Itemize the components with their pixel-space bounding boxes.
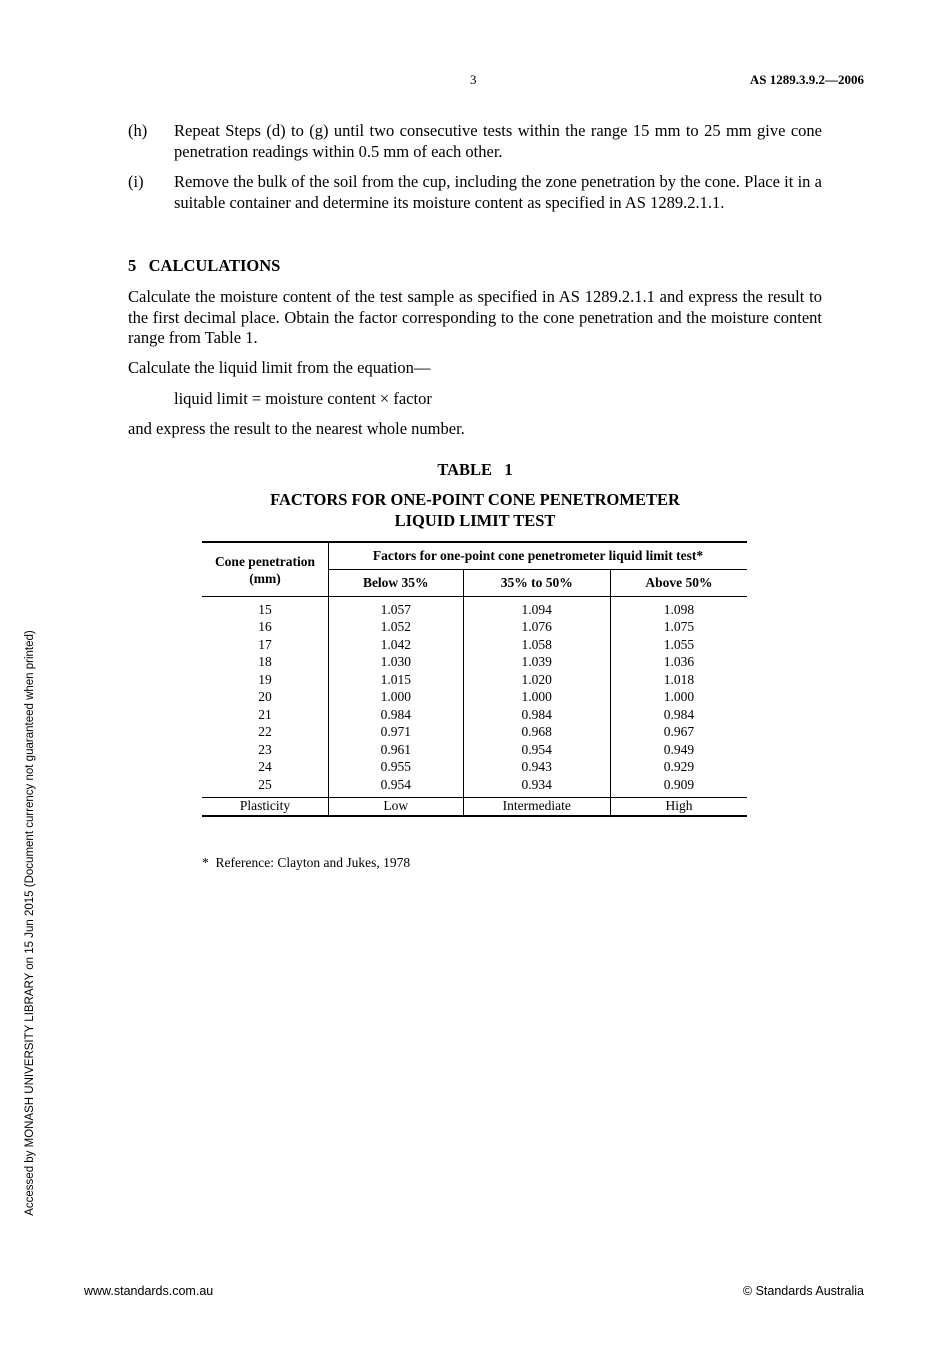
factor-cell: 0.961 — [329, 741, 464, 759]
table-row — [202, 741, 747, 759]
penetration-cell: 24 — [258, 759, 272, 775]
table-row — [202, 706, 747, 724]
table-row — [202, 776, 747, 797]
factor-cell: 0.984 — [329, 706, 464, 724]
factor-cell: 0.968 — [463, 724, 610, 742]
factor-cell: 0.943 — [463, 759, 610, 777]
sub-header-35-to-50: 35% to 50% — [463, 570, 610, 597]
factor-cell: 0.984 — [610, 706, 747, 724]
factors-table — [202, 541, 747, 817]
factor-cell: 1.018 — [610, 671, 747, 689]
group-header: Factors for one-point cone penetrometer liquid limit test* — [329, 542, 748, 570]
factor-cell: 1.055 — [610, 636, 747, 654]
factor-cell: 1.052 — [329, 619, 464, 637]
penetration-cell: 21 — [258, 706, 272, 722]
factor-cell: 1.000 — [463, 689, 610, 707]
penetration-cell: 18 — [258, 654, 272, 670]
factor-cell: 1.000 — [329, 689, 464, 707]
factor-cell: 0.949 — [610, 741, 747, 759]
factor-cell: 1.042 — [329, 636, 464, 654]
factor-cell: 0.909 — [610, 776, 747, 797]
penetration-cell: 22 — [258, 724, 272, 740]
copyright-notice: © Standards Australia — [742, 1284, 864, 1298]
factor-cell: 1.098 — [610, 597, 747, 619]
factor-cell: 1.057 — [329, 597, 464, 619]
factor-cell: 1.075 — [610, 619, 747, 637]
equation: liquid limit = moisture content × factor — [174, 389, 432, 408]
factor-cell: 0.955 — [329, 759, 464, 777]
access-notice: Accessed by MONASH UNIVERSITY LIBRARY on 15 Jun 2015 (Document currency not guaranteed when printed) — [24, 630, 36, 1216]
website-link[interactable]: www.standards.com.au — [84, 1284, 214, 1298]
col0-header-line2: (mm) — [249, 570, 281, 586]
plasticity-row — [202, 797, 747, 816]
factor-cell: 1.058 — [463, 636, 610, 654]
factor-cell: 1.020 — [463, 671, 610, 689]
factor-cell: 1.036 — [610, 654, 747, 672]
step-text: Remove the bulk of the soil from the cup, including the zone penetration by the cone. Place it in a suitable container and determine its moisture content as specified in AS 1289.2.1.1. — [174, 172, 822, 212]
factor-cell: 1.094 — [463, 597, 610, 619]
table-row — [202, 759, 747, 777]
factor-cell: 1.039 — [463, 654, 610, 672]
penetration-cell: 16 — [258, 619, 272, 635]
plasticity-intermediate: Intermediate — [463, 797, 610, 816]
table-row — [202, 636, 747, 654]
factor-cell: 0.934 — [463, 776, 610, 797]
penetration-cell: 17 — [258, 636, 272, 652]
factor-cell: 0.954 — [329, 776, 464, 797]
factor-cell: 0.967 — [610, 724, 747, 742]
cone-penetration-header — [202, 542, 329, 597]
penetration-cell: 23 — [258, 741, 272, 757]
plasticity-high: High — [610, 797, 747, 816]
penetration-cell: 25 — [258, 776, 272, 792]
sub-header-below-35: Below 35% — [329, 570, 464, 597]
step-i — [128, 172, 822, 213]
step-text: Repeat Steps (d) to (g) until two consecutive tests within the range 15 mm to 25 mm give cone penetration readings within 0.5 mm of each other. — [174, 121, 822, 161]
table-body — [202, 597, 747, 817]
factor-cell: 0.984 — [463, 706, 610, 724]
step-label: (h) — [128, 121, 148, 140]
table-row — [202, 597, 747, 619]
table-row — [202, 619, 747, 637]
penetration-cell: 19 — [258, 671, 272, 687]
section-title: 5 CALCULATIONS — [128, 256, 281, 275]
table-title-line-2: LIQUID LIMIT TEST — [394, 511, 556, 530]
standard-code: AS 1289.3.9.2—2006 — [749, 72, 864, 87]
calc-paragraph-3: and express the result to the nearest whole number. — [128, 419, 465, 438]
step-label: (i) — [128, 172, 144, 191]
table-label: TABLE 1 — [437, 460, 513, 479]
table-title-line-1: FACTORS FOR ONE-POINT CONE PENETROMETER — [270, 490, 680, 509]
col0-header-line1: Cone penetration — [214, 553, 316, 569]
plasticity-low: Low — [329, 797, 464, 816]
calc-paragraph-1: Calculate the moisture content of the test sample as specified in AS 1289.2.1.1 and express the result to the first decimal place. Obtain the factor corresponding to the cone penetration and the moisture content range from Table 1. — [128, 287, 822, 347]
penetration-cell: 20 — [258, 689, 272, 705]
factor-cell: 1.015 — [329, 671, 464, 689]
table-row — [202, 671, 747, 689]
table-row — [202, 724, 747, 742]
step-h — [128, 121, 822, 162]
table-row — [202, 654, 747, 672]
factor-cell: 0.954 — [463, 741, 610, 759]
table-footnote: * Reference: Clayton and Jukes, 1978 — [202, 855, 411, 870]
factor-cell: 1.076 — [463, 619, 610, 637]
sub-header-above-50: Above 50% — [610, 570, 747, 597]
factor-cell: 0.971 — [329, 724, 464, 742]
table-row — [202, 689, 747, 707]
plasticity-label: Plasticity — [202, 797, 329, 816]
factor-cell: 0.929 — [610, 759, 747, 777]
penetration-cell: 15 — [258, 601, 272, 617]
factor-cell: 1.030 — [329, 654, 464, 672]
calc-paragraph-2: Calculate the liquid limit from the equation— — [128, 358, 431, 377]
factor-cell: 1.000 — [610, 689, 747, 707]
page-number: 3 — [470, 72, 477, 87]
